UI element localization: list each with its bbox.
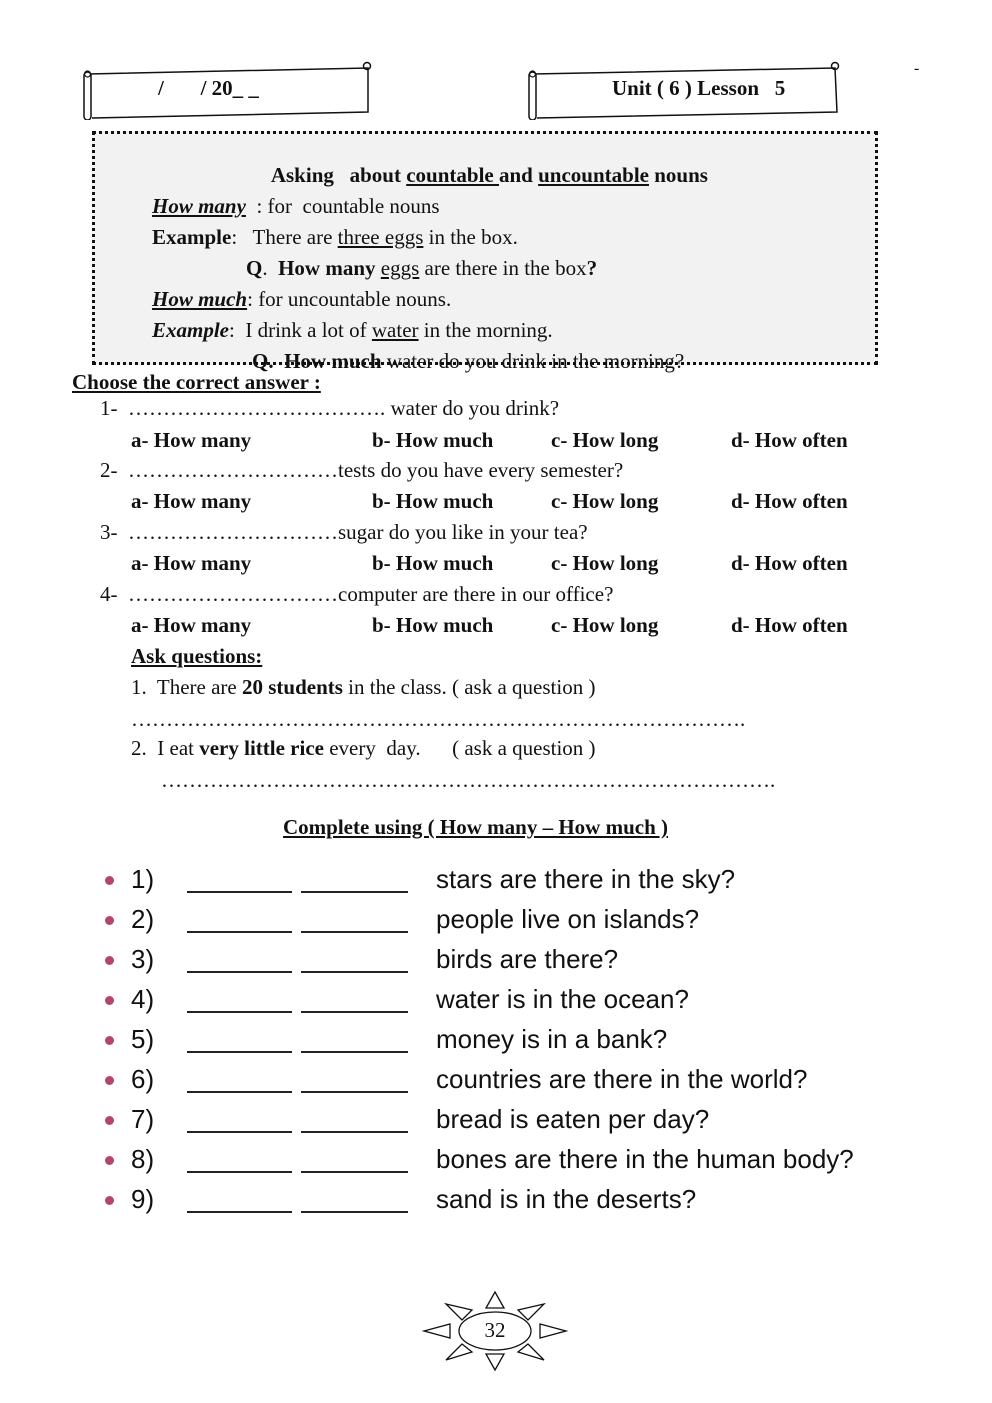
blank-4a[interactable] [187,1011,292,1013]
q2-option-b[interactable]: b- How much [372,489,494,513]
blank-8b[interactable] [301,1171,408,1173]
q4-option-d[interactable]: d- How often [731,613,848,637]
blank-4b[interactable] [301,1011,408,1013]
question-1: 1- ………………………………. water do you drink? [100,396,560,420]
unit-lesson-label: Unit ( 6 ) Lesson 5 [612,76,786,100]
grammar-title: Asking about countable and uncountable nouns [270,163,708,187]
blank-5b[interactable] [301,1051,408,1053]
example-uncountable: Example: I drink a lot of water in the morning. [152,318,553,342]
date-banner [80,60,375,120]
complete-item-5: 5) money is in a bank? [105,1024,965,1060]
complete-section-title: Complete using ( How many – How much ) [283,815,669,839]
question-3: 3- …………………………sugar do you like in your tea? [100,520,588,544]
bullet-icon [105,1036,114,1045]
blank-1a[interactable] [187,891,292,893]
blank-9a[interactable] [187,1211,292,1213]
q2-option-a[interactable]: a- How many [131,489,252,513]
complete-item-7: 7) bread is eaten per day? [105,1104,965,1140]
example-countable: Example: There are three eggs in the box. [152,225,518,249]
q2-option-c[interactable]: c- How long [551,489,659,513]
q3-option-c[interactable]: c- How long [551,551,659,575]
page-number: 32 [484,1318,506,1342]
q4-option-a[interactable]: a- How many [131,613,252,637]
q2-option-d[interactable]: d- How often [731,489,848,513]
date-label: / / 20_ _ [158,76,259,100]
bullet-icon [105,1156,114,1165]
complete-item-8: 8) bones are there in the human body? [105,1144,965,1180]
ask-section-title: Ask questions: [131,644,263,668]
blank-2b[interactable] [301,931,408,933]
grammar-rule-box [92,131,878,373]
complete-item-9: 9) sand is in the deserts? [105,1184,965,1220]
complete-item-2: 2) people live on islands? [105,904,965,940]
ask-item-1: 1. There are 20 students in the class. ( ask a question ) [131,675,596,699]
bullet-icon [105,956,114,965]
q3-option-d[interactable]: d- How often [731,551,848,575]
blank-3b[interactable] [301,971,408,973]
complete-item-3: 3) birds are there? [105,944,965,980]
blank-9b[interactable] [301,1211,408,1213]
blank-1b[interactable] [301,891,408,893]
question-4: 4- …………………………computer are there in our office? [100,582,614,606]
how-many-rule: How many : for countable nouns [152,194,440,218]
q1-option-c[interactable]: c- How long [551,428,659,452]
complete-item-4: 4) water is in the ocean? [105,984,965,1020]
how-much-rule: How much: for uncountable nouns. [152,287,452,311]
q4-option-b[interactable]: b- How much [372,613,494,637]
blank-5a[interactable] [187,1051,292,1053]
question-2: 2- …………………………tests do you have every semester? [100,458,624,482]
blank-6b[interactable] [301,1091,408,1093]
complete-item-6: 6) countries are there in the world? [105,1064,965,1100]
q1-option-d[interactable]: d- How often [731,428,848,452]
blank-7b[interactable] [301,1131,408,1133]
blank-6a[interactable] [187,1091,292,1093]
q4-option-c[interactable]: c- How long [551,613,659,637]
blank-3a[interactable] [187,971,292,973]
ask-answer-line-2[interactable]: ……………………………………………………………………………. [161,768,776,792]
blank-2a[interactable] [187,931,292,933]
bullet-icon [105,916,114,925]
bullet-icon [105,876,114,885]
ask-item-2: 2. I eat very little rice every day. ( ask a question ) [131,736,596,760]
q3-option-b[interactable]: b- How much [372,551,494,575]
complete-item-1: 1) stars are there in the sky? [105,864,965,900]
choose-section-title: Choose the correct answer : [72,370,321,394]
page-number-badge [420,1288,570,1374]
bullet-icon [105,996,114,1005]
blank-7a[interactable] [187,1131,292,1133]
bullet-icon [105,1196,114,1205]
bullet-icon [105,1116,114,1125]
q1-option-a[interactable]: a- How many [131,428,252,452]
question-countable: Q. How many eggs are there in the box? [246,256,598,280]
blank-8a[interactable] [187,1171,292,1173]
question-uncountable: Q. How much water do you drink in the morning? [252,349,685,373]
q1-option-b[interactable]: b- How much [372,428,494,452]
ask-answer-line-1[interactable]: ……………………………………………………………………………. [131,707,746,731]
q3-option-a[interactable]: a- How many [131,551,252,575]
unit-banner [525,60,843,120]
bullet-icon [105,1076,114,1085]
corner-mark: - [914,60,920,77]
